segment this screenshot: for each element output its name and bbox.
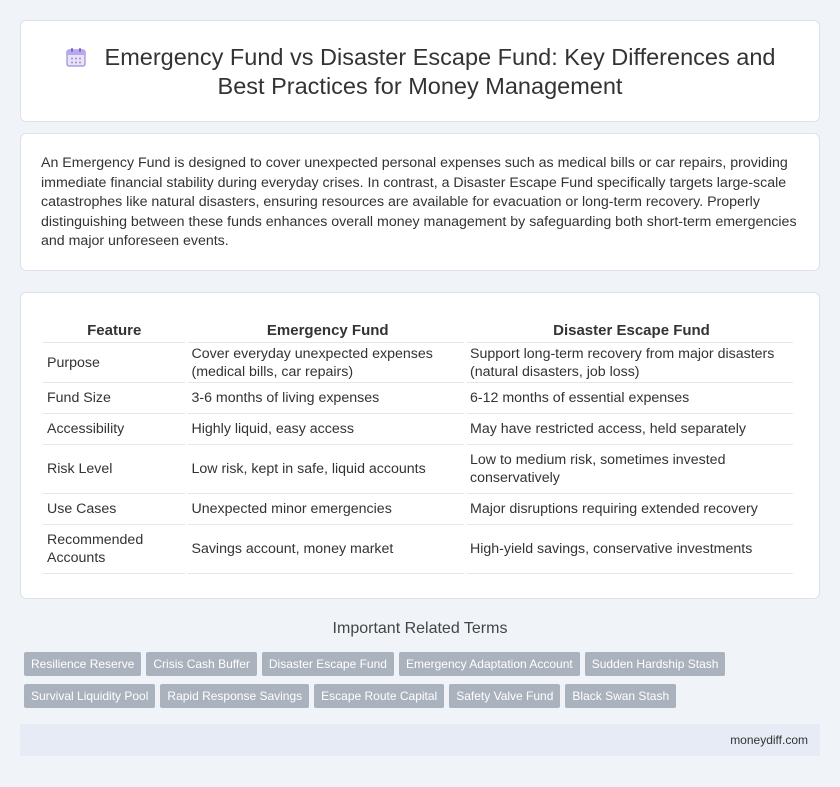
table-header-row: [43, 313, 793, 343]
cell-disaster: Major disruptions requiring extended recovery: [467, 494, 793, 525]
table-row: [43, 445, 793, 494]
header-disaster-escape-fund: Disaster Escape Fund: [467, 313, 793, 343]
cell-disaster: Low to medium risk, sometimes invested conservatively: [467, 445, 793, 494]
intro-card: [20, 133, 820, 271]
cell-feature: Recommended Accounts: [43, 525, 185, 574]
title-wrap: [21, 43, 819, 101]
intro-paragraph: An Emergency Fund is designed to cover unexpected personal expenses such as medical bills or car repairs, providing immediate financial stability during everyday crises. In contrast, a Disaster Escape Fund specifically targets large-scale catastrophes like natural disasters, ensuring resources are available for evacuation or long-term recovery. Properly distinguishing between these funds enhances overall money management by safeguarding both short-term emergencies and major unforeseen events.: [41, 155, 797, 249]
header-emergency-fund: Emergency Fund: [188, 313, 464, 343]
cell-emergency: 3-6 months of living expenses: [188, 383, 464, 414]
cell-emergency: Highly liquid, easy access: [188, 414, 464, 445]
cell-emergency: Unexpected minor emergencies: [188, 494, 464, 525]
table-row: [43, 383, 793, 414]
footer-site[interactable]: moneydiff.com: [730, 733, 808, 747]
tag-crisis-cash-buffer[interactable]: Crisis Cash Buffer: [146, 652, 256, 676]
table-row: [43, 525, 793, 574]
header-feature: Feature: [43, 313, 185, 343]
table-row: [43, 414, 793, 445]
cell-disaster: 6-12 months of essential expenses: [467, 383, 793, 414]
tag-emergency-adaptation-account[interactable]: Emergency Adaptation Account: [399, 652, 580, 676]
tag-safety-valve-fund[interactable]: Safety Valve Fund: [449, 684, 560, 708]
table-row: [43, 343, 793, 383]
tag-escape-route-capital[interactable]: Escape Route Capital: [314, 684, 444, 708]
cell-feature: Purpose: [43, 343, 185, 383]
tag-resilience-reserve[interactable]: Resilience Reserve: [24, 652, 141, 676]
cell-disaster: May have restricted access, held separately: [467, 414, 793, 445]
related-terms-tags: [24, 652, 824, 716]
tag-black-swan-stash[interactable]: Black Swan Stash: [565, 684, 676, 708]
cell-feature: Use Cases: [43, 494, 185, 525]
tag-rapid-response-savings[interactable]: Rapid Response Savings: [160, 684, 309, 708]
cell-disaster: High-yield savings, conservative investments: [467, 525, 793, 574]
title-card: [20, 20, 820, 122]
calendar-icon: [65, 46, 87, 68]
page-title-text: Emergency Fund vs Disaster Escape Fund: Key Differences and Best Practices for Money Management: [104, 44, 776, 99]
tag-survival-liquidity-pool[interactable]: Survival Liquidity Pool: [24, 684, 155, 708]
page-title: [61, 43, 779, 101]
footer: [20, 724, 820, 756]
cell-emergency: Savings account, money market: [188, 525, 464, 574]
cell-emergency: Cover everyday unexpected expenses (medical bills, car repairs): [188, 343, 464, 383]
cell-emergency: Low risk, kept in safe, liquid accounts: [188, 445, 464, 494]
comparison-table: [40, 313, 796, 574]
comparison-card: [20, 292, 820, 599]
tag-disaster-escape-fund[interactable]: Disaster Escape Fund: [262, 652, 394, 676]
table-row: [43, 494, 793, 525]
cell-disaster: Support long-term recovery from major disasters (natural disasters, job loss): [467, 343, 793, 383]
cell-feature: Fund Size: [43, 383, 185, 414]
related-terms-title: Important Related Terms: [332, 620, 508, 637]
tag-sudden-hardship-stash[interactable]: Sudden Hardship Stash: [585, 652, 726, 676]
cell-feature: Accessibility: [43, 414, 185, 445]
cell-feature: Risk Level: [43, 445, 185, 494]
